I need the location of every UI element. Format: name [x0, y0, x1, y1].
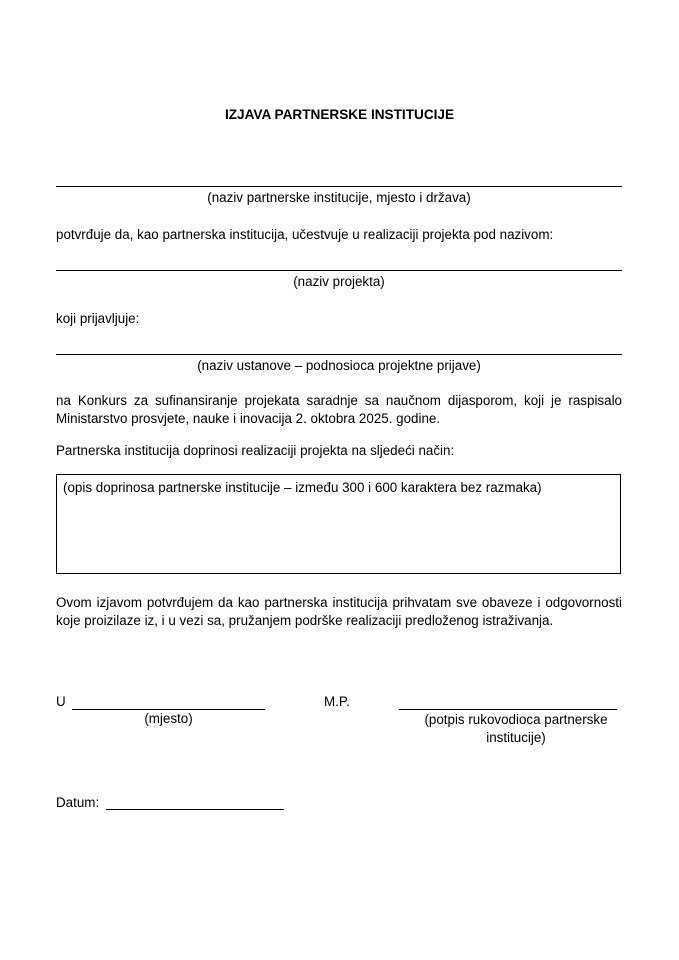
place-prefix: U [56, 694, 66, 709]
applies-paragraph: koji prijavljuje: [56, 311, 140, 326]
contribution-box[interactable] [56, 474, 621, 574]
stamp-label: M.P. [324, 694, 350, 709]
project-caption: (naziv projekta) [293, 274, 385, 289]
date-label: Datum: [56, 795, 100, 810]
date-line[interactable] [106, 809, 284, 810]
confirms-paragraph: potvrđuje da, kao partnerska institucija, učestvuje u realizaciji projekta pod nazivom: [56, 227, 554, 242]
contributes-paragraph: Partnerska institucija doprinosi realizaciji projekta na sljedeći način: [56, 443, 455, 458]
project-name-line[interactable] [56, 270, 622, 271]
applicant-name-line[interactable] [56, 354, 622, 355]
contest-paragraph: na Konkurs za sufinansiranje projekata saradnje sa naučnom dijasporom, koji je raspisalo Ministarstvo prosvjete, nauke i inovacija 2. oktobra 2025. godine. [56, 393, 622, 426]
institution-caption: (naziv partnerske institucije, mjesto i država) [207, 190, 471, 205]
place-caption: (mjesto) [144, 711, 193, 726]
statement-paragraph: Ovom izjavom potvrđujem da kao partnerska institucija prihvatam sve obaveze i odgovornosti koje proizilaze iz, i u vezi sa, pružanjem podrške realizaciji predloženog istraživanja. [56, 595, 622, 628]
contribution-placeholder: (opis doprinosa partnerske institucije – između 300 i 600 karaktera bez razmaka) [63, 480, 542, 495]
place-line[interactable] [72, 709, 265, 710]
applicant-caption: (naziv ustanove – podnosioca projektne prijave) [197, 358, 481, 373]
document-title: IZJAVA PARTNERSKE INSTITUCIJE [224, 107, 455, 122]
signature-line[interactable] [399, 709, 617, 710]
signature-caption: (potpis rukovodioca partnerske institucije) [424, 712, 608, 745]
institution-name-line[interactable] [56, 186, 622, 187]
